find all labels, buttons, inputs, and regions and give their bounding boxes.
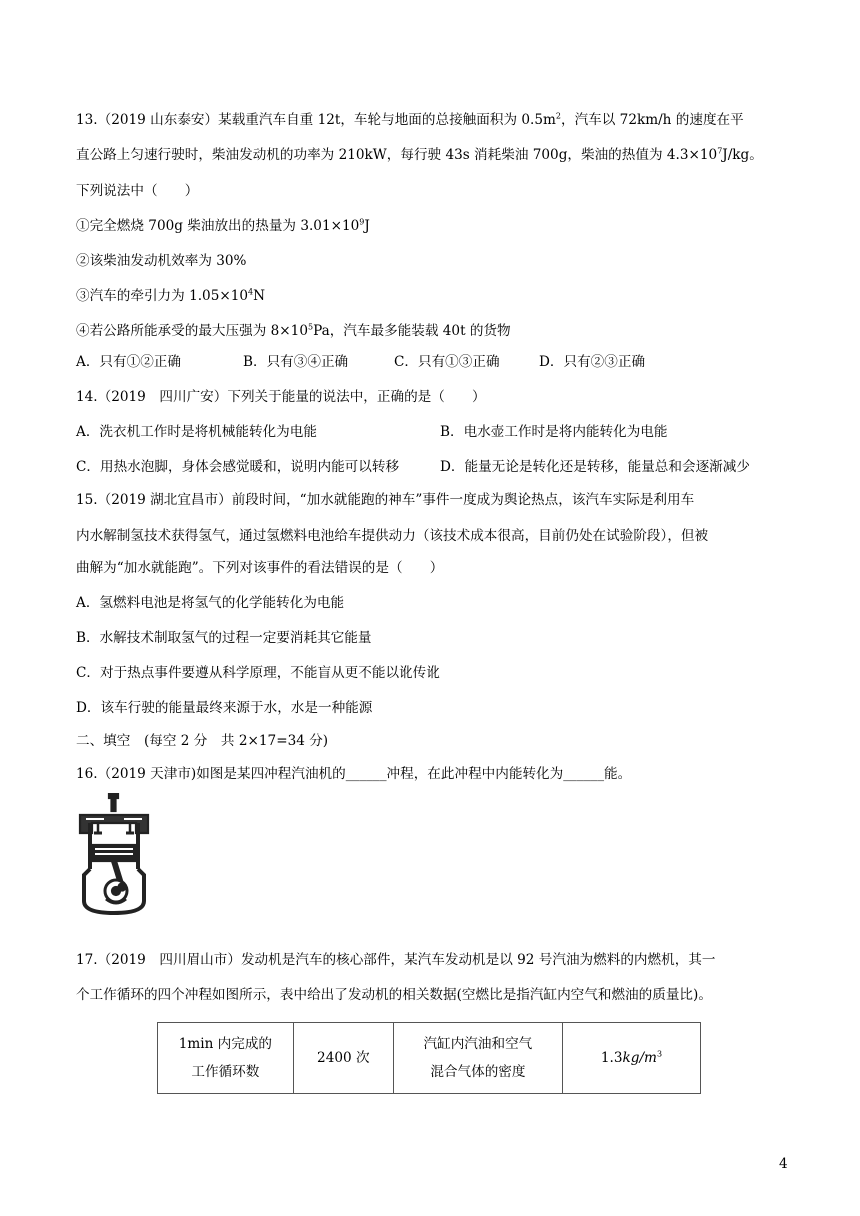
q14-stem: 14.（2019 四川广安）下列关于能量的说法中，正确的是（ ） xyxy=(76,389,486,405)
q14-option-a: A．洗衣机工作时是将机械能转化为电能 xyxy=(76,424,317,440)
q13-statement-1: ①完全燃烧 700g 柴油放出的热量为 $3.01\times 10^9J$ xyxy=(76,217,370,234)
q15-option-c: C．对于热点事件要遵从科学原理，不能盲从更不能以讹传讹 xyxy=(76,665,440,681)
table-cell-label-1: 1min 内完成的 工作循环数 xyxy=(158,1023,294,1094)
table-cell-value-2: $1.3kg/m^3$ xyxy=(562,1023,700,1094)
q17-line-2: 个工作循环的四个冲程如图所示，表中给出了发动机的相关数据(空燃比是指汽缸内空气和燃油的质量比)。 xyxy=(76,987,712,1003)
q15-line-2: 内水解制氢技术获得氢气，通过氢燃料电池给车提供动力（该技术成本很高，目前仍处在试验阶段），但被 xyxy=(76,528,709,544)
q13-option-b: B．只有③④正确 xyxy=(243,354,349,370)
q16-stem: 16.（2019 天津市)如图是某四冲程汽油机的______冲程，在此冲程中内能转化为______能。 xyxy=(76,766,632,782)
four-stroke-engine-figure xyxy=(76,793,152,915)
q13-option-c: C．只有①③正确 xyxy=(394,354,500,370)
q13-option-a: A．只有①②正确 xyxy=(76,354,181,370)
table-cell-label-2: 汽缸内汽油和空气 混合气体的密度 xyxy=(393,1023,562,1094)
q13-statement-2: ②该柴油发动机效率为 30% xyxy=(76,253,247,269)
q13-line-1: 13.（2019 山东泰安）某载重汽车自重 12t，车轮与地面的总接触面积为 $0.5m^2$，汽车以 72km/h 的速度在平 xyxy=(76,111,744,128)
q15-line-3: 曲解为“加水就能跑”。下列对该事件的看法错误的是（ ） xyxy=(76,560,444,576)
q17-line-1: 17.（2019 四川眉山市）发动机是汽车的核心部件，某汽车发动机是以 92 号汽油为燃料的内燃机，其一 xyxy=(76,952,716,968)
q15-line-1: 15.（2019 湖北宜昌市）前段时间，“加水就能跑的神车”事件一度成为舆论热点，该汽车实际是利用车 xyxy=(76,492,695,508)
q15-option-d: D．该车行驶的能量最终来源于水，水是一种能源 xyxy=(76,700,373,716)
table-row xyxy=(158,1023,701,1094)
page-number: 4 xyxy=(779,1156,788,1172)
q15-option-a: A．氢燃料电池是将氢气的化学能转化为电能 xyxy=(76,595,345,611)
table-cell-value-1: 2400 次 xyxy=(293,1023,393,1094)
q14-option-d: D．能量无论是转化还是转移，能量总和会逐渐减少 xyxy=(440,459,750,475)
section-heading: 二、填空 (每空 2 分 共 2×17=34 分) xyxy=(76,733,329,749)
q15-option-b: B．水解技术制取氢气的过程一定要消耗其它能量 xyxy=(76,630,372,646)
q14-option-c: C．用热水泡脚，身体会感觉暖和，说明内能可以转移 xyxy=(76,459,400,475)
engine-data-table xyxy=(157,1022,701,1094)
q13-option-d: D．只有②③正确 xyxy=(539,354,646,370)
q14-option-b: B．电水壶工作时是将内能转化为电能 xyxy=(440,424,668,440)
q13-statement-4: ④若公路所能承受的最大压强为 $8\times 10^5Pa$，汽车最多能装载 40t 的货物 xyxy=(76,322,511,339)
q13-line-2: 直公路上匀速行驶时，柴油发动机的功率为 210kW，每行驶 43s 消耗柴油 700g，柴油的热值为 $4.3\times 10^7J/kg$。 xyxy=(76,146,763,163)
q13-line-3: 下列说法中（ ） xyxy=(76,183,199,199)
q13-statement-3: ③汽车的牵引力为 $1.05\times 10^4N$ xyxy=(76,287,266,304)
